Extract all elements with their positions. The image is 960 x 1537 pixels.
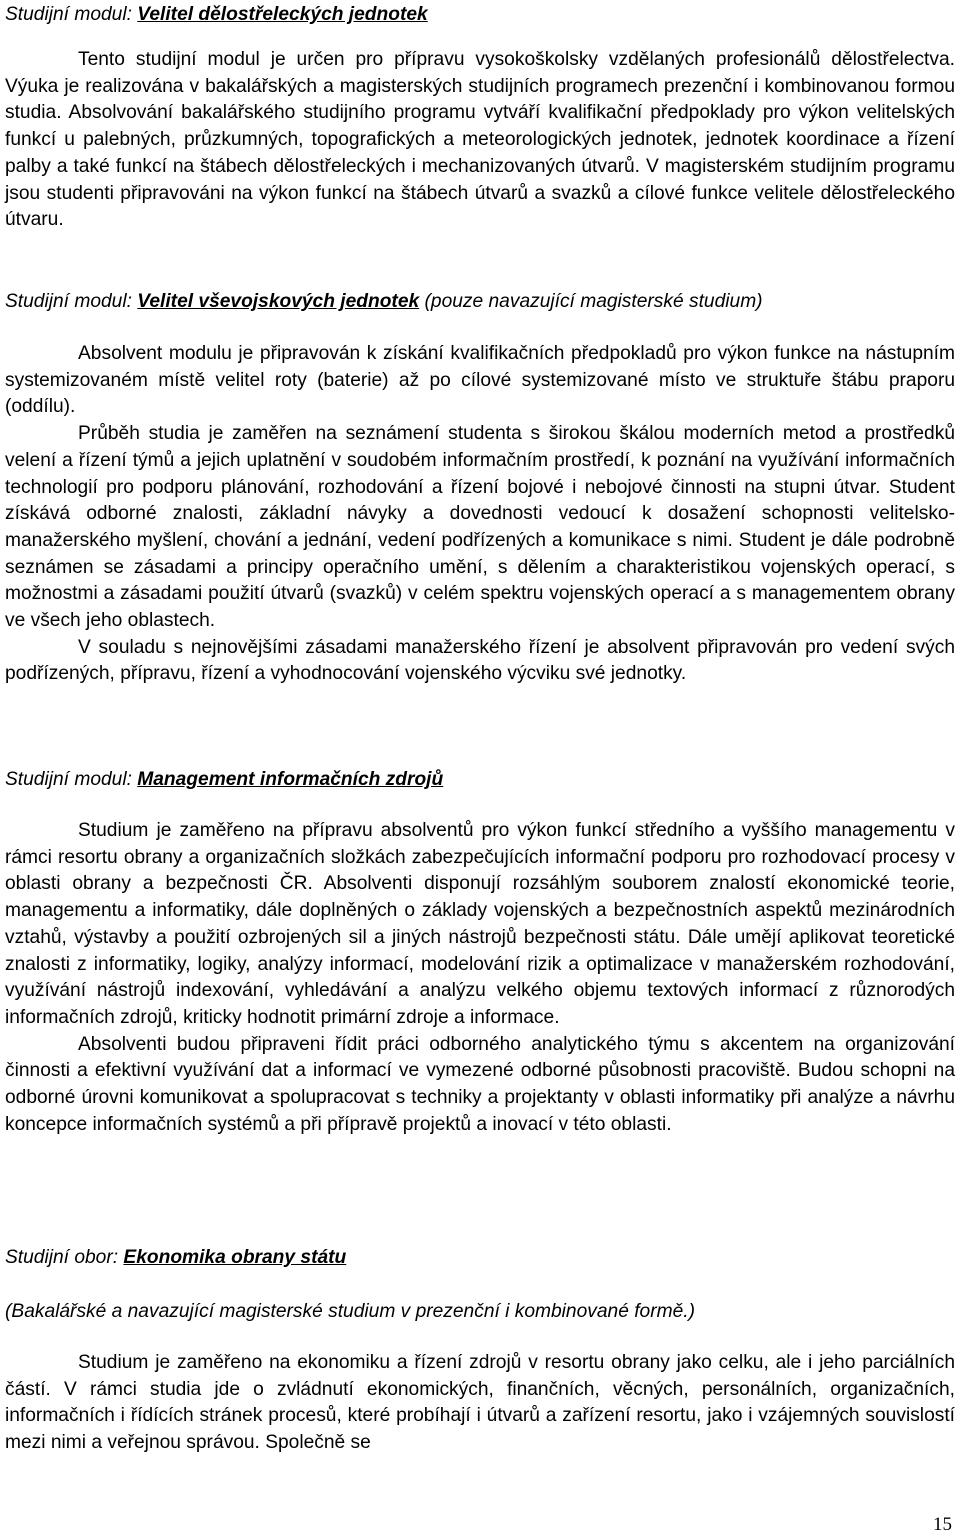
paragraph: Průběh studia je zaměřen na seznámení studenta s širokou škálou moderních metod a prostředků velení a řízení týmů a jejich uplatnění v soudobém informačním prostředí, k poznání na využívání informačních technologií pro podporu plánování, rozhodování a řízení bojové i nebojové činnosti na stupni útvar. Student získává odborné znalosti, základní návyky a dovednosti vedoucí k dosažení schopnosti velitelsko-manažerského myšlení, chování a jednání, vedení podřízených a komunikace s nimi. Student je dále podrobně seznámen se zásadami a principy operačního umění, s dělením a charakteristikou vojenských operací, s možnostmi a zásadami použití útvarů (svazků) v celém spektru vojenských operací a s managementem obrany ve všech jeho oblastech. — [5, 423, 955, 632]
paragraph: Studium je zaměřeno na přípravu absolventů pro výkon funkcí středního a vyššího managementu v rámci resortu obrany a organizačních složkách zabezpečujících informační podporu pro rozhodovací procesy v oblasti obrany a bezpečnosti ČR. Absolventi disponují rozsáhlým souborem znalostí ekonomické teorie, managementu a informatiky, dále doplněných o základy vojenských a bezpečnostních aspektů mezinárodních vztahů, výstavby a použití ozbrojených sil a jiných nástrojů bezpečnosti státu. Dále umějí aplikovat teoretické znalosti z informatiky, logiky, analýzy informací, modelování rizik a optimalizace v manažerském rozhodování, využívání nástrojů indexování, vyhledávání a analýzu velkého objemu textových informací z různorodých informačních zdrojů, kriticky hodnotit primární zdroje a informace. — [5, 820, 955, 1028]
heading-title: Velitel dělostřeleckých jednotek — [137, 4, 428, 25]
paragraph: Tento studijní modul je určen pro přípravu vysokoškolsky vzdělaných profesionálů dělostřelectva. Výuka je realizována v bakalářských a magisterských studijních programech prezenční i kombinovanou formou studia. Absolvování bakalářského studijního programu vytváří kvalifikační předpoklady pro výkon velitelských funkcí u palebných, průzkumných, topografických a meteorologických jednotek, jednotek koordinace a řízení palby a také funkcí na štábech dělostřeleckých i mechanizovaných útvarů. V magisterském studijním programu jsou studenti připravováni na výkon funkcí na štábech útvarů a svazků a cílové funkce velitele dělostřeleckého útvaru. — [5, 49, 955, 231]
heading-title: Velitel vševojskových jednotek — [137, 291, 420, 312]
section-subtitle: (Bakalářské a navazující magisterské studium v prezenční i kombinované formě.) — [5, 1301, 695, 1322]
heading-title: Ekonomika obrany státu — [123, 1247, 347, 1268]
heading-label: Studijní modul: — [5, 4, 138, 25]
heading-label: Studijní modul: — [5, 769, 138, 790]
heading-suffix: (pouze navazující magisterské studium) — [419, 291, 763, 312]
heading-label: Studijní obor: — [5, 1247, 124, 1268]
paragraph: Studium je zaměřeno na ekonomiku a řízení zdrojů v resortu obrany jako celku, ale i jeho parciálních částí. V rámci studia jde o zvládnutí ekonomických, finančních, věcných, personálních, organizačních, informačních i řídících stránek procesů, které probíhají i útvarů a zařízení resortu, jako i vzájemných souvislostí mezi nimi a veřejnou správou. Společně se — [5, 1352, 955, 1454]
section-heading — [5, 287, 763, 316]
paragraph: Absolventi budou připraveni řídit práci odborného analytického týmu s akcentem na organizování činnosti a efektivní využívání dat a informací ve vymezené odborné působnosti pracoviště. Budou schopni na odborné úrovni komunikovat a spolupracovat s techniky a projektanty v oblasti informatiky při analýze a návrhu koncepce informačních systémů a při přípravě projektů a inovací v této oblasti. — [5, 1033, 955, 1135]
page-number: 15 — [933, 1514, 952, 1535]
paragraph: Absolvent modulu je připravován k získání kvalifikačních předpokladů pro výkon funkce na nástupním systemizovaném místě velitel roty (baterie) až po cílové systemizované místo ve struktuře štábu praporu (oddílu). — [5, 343, 955, 418]
section-heading — [5, 0, 428, 29]
heading-label: Studijní modul: — [5, 291, 138, 312]
section-heading — [5, 1243, 346, 1272]
paragraph: V souladu s nejnovějšími zásadami manažerského řízení je absolvent připravován pro vedení svých podřízených, přípravu, řízení a vyhodnocování vojenského výcviku své jednotky. — [5, 636, 955, 685]
heading-title: Management informačních zdrojů — [137, 769, 444, 790]
section-heading — [5, 765, 443, 794]
